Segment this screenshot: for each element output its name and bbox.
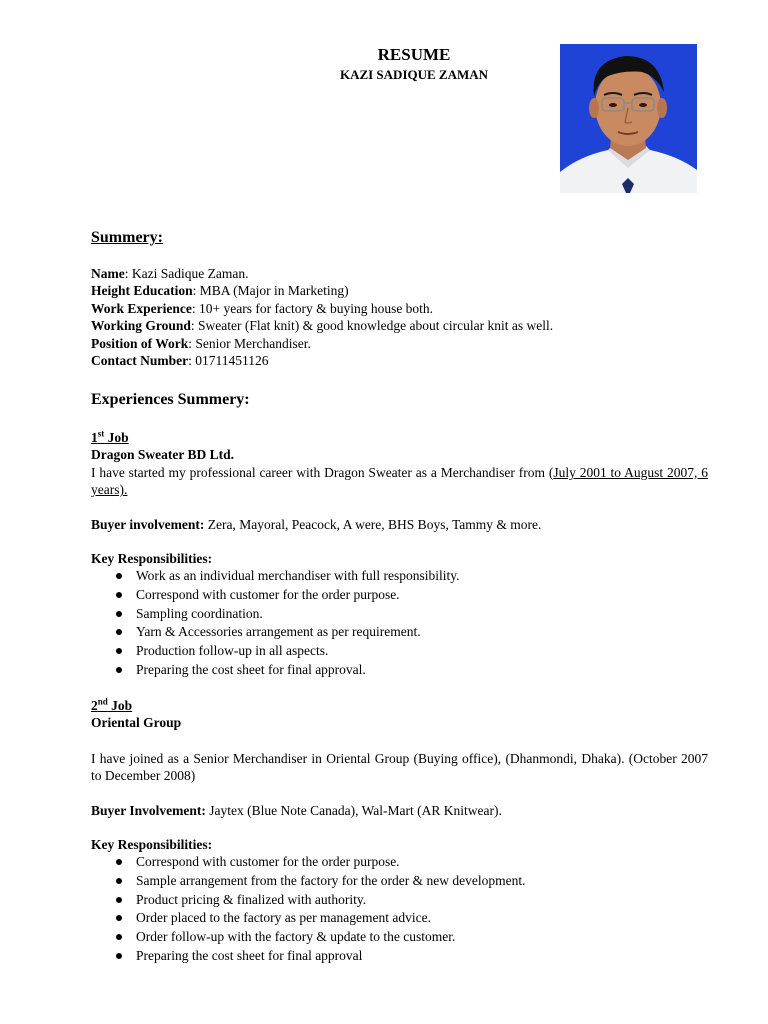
job-2-responsibilities: [91, 836, 708, 966]
job-2-buyer-value: Jaytex (Blue Note Canada), Wal-Mart (AR Knitwear).: [205, 803, 502, 818]
job-2-company-name: Oriental Group: [91, 715, 182, 731]
summary-value: : 01711451126: [188, 352, 269, 368]
list-item-text: Yarn & Accessories arrangement as per requirement.: [136, 624, 421, 640]
job-1-buyer-label: Buyer involvement:: [91, 517, 205, 532]
job-1-resp-heading: Key Responsibilities:: [91, 551, 213, 566]
summary-row-education: [91, 282, 708, 299]
summary-value: : Sweater (Flat knit) & good knowledge about circular knit as well.: [190, 318, 554, 334]
list-item: [91, 947, 708, 966]
summary-heading: Summery:: [91, 229, 163, 246]
list-item: [91, 661, 708, 680]
list-item: [91, 605, 708, 624]
bullet-icon: [116, 934, 122, 940]
summary-value: : Senior Merchandiser.: [188, 335, 311, 351]
job-1-desc-period: July 2001 to August 2007, 6 years).: [91, 464, 708, 498]
job-2-buyers: [91, 802, 708, 819]
bullet-icon: [116, 878, 122, 884]
list-item: [91, 891, 708, 910]
job-2-description-block: [91, 750, 708, 785]
job-1-company-name: Dragon Sweater BD Ltd.: [91, 447, 234, 463]
experiences-heading: Experiences Summery:: [91, 391, 250, 408]
bullet-icon: [116, 629, 122, 635]
job-2-resp-list: [91, 853, 708, 965]
candidate-name: KAZI SADIQUE ZAMAN: [339, 67, 489, 82]
summary-label: Work Experience: [91, 300, 192, 316]
job-2-ordinal-num: 2: [91, 698, 98, 713]
list-item-text: Correspond with customer for the order purpose.: [136, 854, 400, 870]
profile-photo-image: [560, 44, 697, 193]
job-1: [91, 429, 708, 499]
job-2-ordinal-sup: nd: [97, 696, 108, 707]
job-2-company: [91, 714, 708, 731]
bullet-icon: [116, 667, 122, 673]
summary-row-name: [91, 265, 708, 282]
summary-row-experience: [91, 300, 708, 317]
list-item-text: Product pricing & finalized with authority.: [136, 891, 367, 907]
job-1-resp-list: [91, 567, 708, 679]
job-1-ordinal-rest: Job: [104, 430, 129, 445]
job-1-buyer-value: Zera, Mayoral, Peacock, A were, BHS Boys, Tammy & more.: [204, 517, 542, 532]
list-item: [91, 853, 708, 872]
bullet-icon: [116, 648, 122, 654]
list-item: [91, 872, 708, 891]
job-1-description: [91, 464, 708, 499]
bullet-icon: [116, 897, 122, 903]
summary-row-position: [91, 335, 708, 352]
job-1-company: [91, 446, 708, 463]
job-1-desc-prefix: I have started my professional career with Dragon Sweater as a Merchandiser from (: [91, 464, 554, 480]
experiences-heading-block: [91, 391, 708, 409]
job-1-buyers: [91, 516, 708, 533]
summary-label: Name: [91, 266, 125, 281]
job-2-resp-heading: Key Responsibilities:: [91, 837, 213, 852]
bullet-icon: [116, 915, 122, 921]
summary-list: [91, 265, 708, 369]
summary-label: Height Education: [91, 283, 193, 299]
bullet-icon: [116, 573, 122, 579]
summary-value: : Kazi Sadique Zaman.: [124, 266, 249, 281]
list-item: [91, 642, 708, 661]
summary-label: Contact Number: [91, 352, 189, 368]
list-item: [91, 623, 708, 642]
summary-heading-block: [91, 229, 708, 247]
list-item-text: Production follow-up in all aspects.: [136, 643, 329, 659]
bullet-icon: [116, 592, 122, 598]
summary-value: : 10+ years for factory & buying house both.: [191, 300, 434, 316]
list-item: [91, 567, 708, 586]
bullet-icon: [116, 611, 122, 617]
bullet-icon: [116, 859, 122, 865]
list-item-text: Sampling coordination.: [136, 605, 263, 621]
list-item-text: Order placed to the factory as per management advice.: [136, 910, 431, 926]
job-2-ordinal-rest: Job: [107, 698, 133, 713]
profile-photo: [560, 44, 697, 193]
list-item-text: Sample arrangement from the factory for the order & new development.: [136, 873, 526, 889]
job-2-buyer-label: Buyer Involvement:: [91, 803, 206, 818]
job-2: [91, 697, 708, 732]
list-item: [91, 586, 708, 605]
list-item-text: Order follow-up with the factory & update to the customer.: [136, 929, 456, 945]
summary-row-working-ground: [91, 317, 708, 334]
summary-label: Working Ground: [91, 318, 191, 334]
job-1-ordinal-num: 1: [91, 430, 98, 445]
list-item-text: Preparing the cost sheet for final approval: [136, 947, 363, 963]
summary-label: Position of Work: [91, 335, 189, 351]
job-2-description: I have joined as a Senior Merchandiser in Oriental Group (Buying office), (Dhanmondi, Dhaka). (October 2007 to December 2008): [91, 751, 708, 784]
list-item: [91, 928, 708, 947]
bullet-icon: [116, 953, 122, 959]
list-item: [91, 909, 708, 928]
resume-title: RESUME: [377, 45, 451, 64]
job-2-ordinal: [91, 697, 708, 714]
list-item-text: Preparing the cost sheet for final approval.: [136, 661, 366, 677]
job-1-responsibilities: [91, 550, 708, 680]
summary-value: : MBA (Major in Marketing): [192, 283, 349, 299]
list-item-text: Correspond with customer for the order purpose.: [136, 587, 400, 603]
summary-row-contact: [91, 352, 708, 369]
job-1-ordinal-sup: st: [97, 428, 105, 439]
list-item-text: Work as an individual merchandiser with full responsibility.: [136, 568, 460, 584]
job-1-ordinal: [91, 429, 708, 446]
